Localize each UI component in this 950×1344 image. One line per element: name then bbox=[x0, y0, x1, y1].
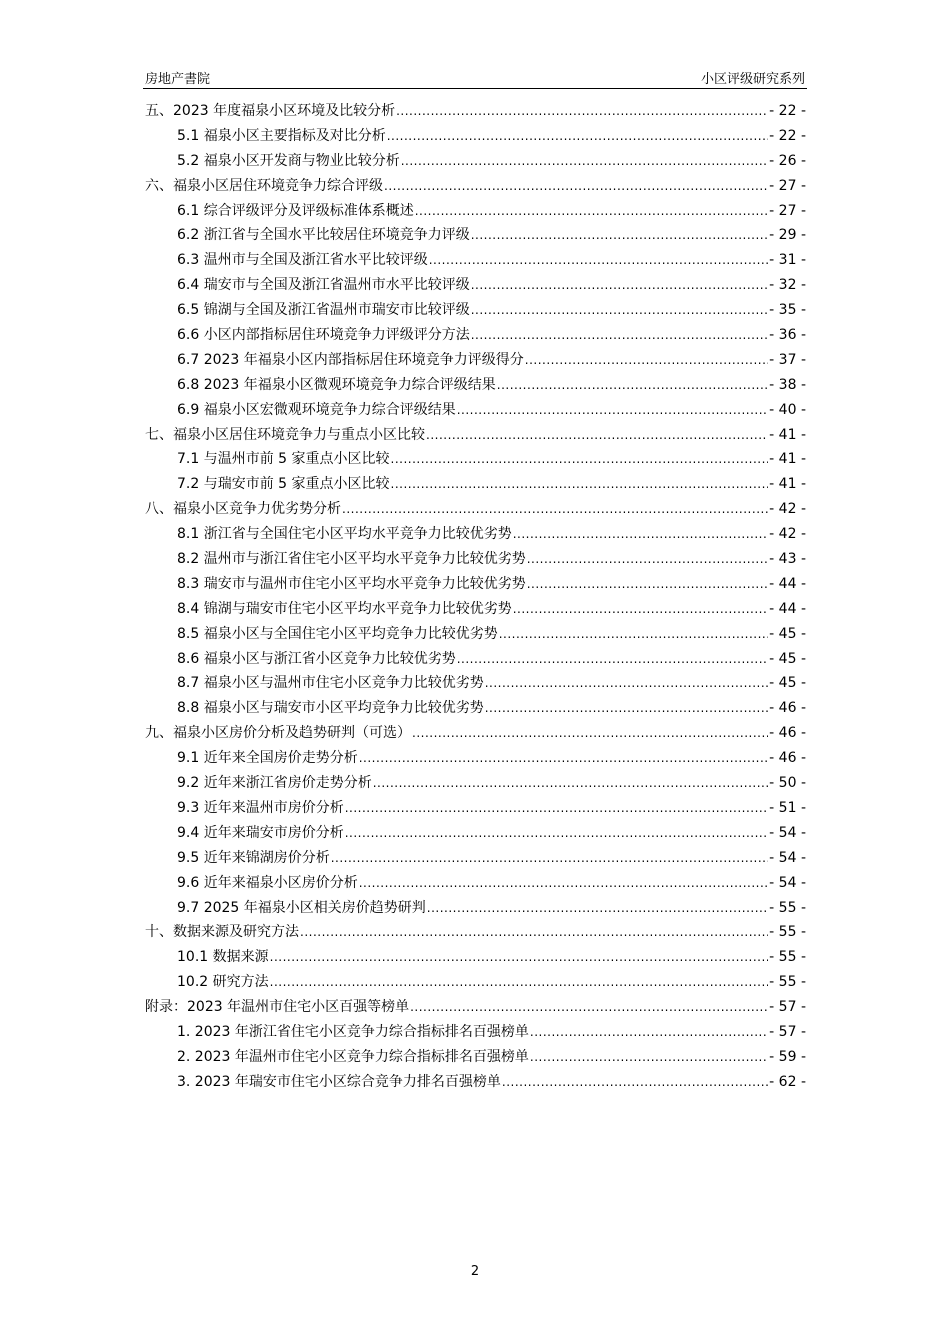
toc-section-entry[interactable] bbox=[143, 324, 806, 349]
toc-dot-leader bbox=[471, 328, 768, 342]
toc-entry-page: - 41 - bbox=[769, 451, 806, 468]
toc-dot-leader bbox=[502, 1075, 768, 1089]
toc-entry-title: 6.2 浙江省与全国水平比较居住环境竞争力评级 bbox=[177, 227, 470, 244]
toc-section-entry[interactable] bbox=[143, 125, 806, 150]
toc-entry-page: - 50 - bbox=[769, 775, 806, 792]
toc-chapter-entry[interactable] bbox=[143, 100, 806, 125]
toc-entry-page: - 57 - bbox=[769, 1023, 806, 1040]
toc-chapter-entry[interactable] bbox=[143, 498, 806, 523]
toc-entry-page: - 42 - bbox=[769, 501, 806, 518]
toc-section-entry[interactable] bbox=[143, 399, 806, 424]
toc-dot-leader bbox=[457, 652, 768, 666]
toc-dot-leader bbox=[527, 577, 768, 591]
header-publisher: 房地产書院 bbox=[145, 72, 211, 87]
toc-entry-title: 5.1 福泉小区主要指标及对比分析 bbox=[177, 127, 386, 144]
toc-dot-leader bbox=[485, 701, 768, 715]
toc-dot-leader bbox=[391, 452, 769, 466]
toc-entry-title: 6.8 2023 年福泉小区微观环境竞争力综合评级结果 bbox=[177, 376, 496, 393]
toc-section-entry[interactable] bbox=[143, 971, 806, 996]
toc-dot-leader bbox=[471, 303, 768, 317]
toc-entry-page: - 57 - bbox=[769, 999, 806, 1016]
toc-entry-page: - 54 - bbox=[769, 824, 806, 841]
toc-dot-leader bbox=[384, 179, 768, 193]
toc-dot-leader bbox=[401, 154, 768, 168]
toc-entry-title: 8.1 浙江省与全国住宅小区平均水平竞争力比较优劣势 bbox=[177, 526, 512, 543]
toc-section-entry[interactable] bbox=[143, 299, 806, 324]
toc-section-entry[interactable] bbox=[143, 672, 806, 697]
toc-entry-page: - 22 - bbox=[769, 127, 806, 144]
toc-entry-title: 10.2 研究方法 bbox=[177, 974, 269, 991]
toc-dot-leader bbox=[499, 627, 768, 641]
toc-entry-title: 5.2 福泉小区开发商与物业比较分析 bbox=[177, 152, 400, 169]
toc-entry-page: - 54 - bbox=[769, 849, 806, 866]
toc-dot-leader bbox=[396, 104, 768, 118]
toc-entry-title: 九、福泉小区房价分析及趋势研判（可选） bbox=[145, 725, 411, 742]
toc-dot-leader bbox=[359, 751, 768, 765]
toc-section-entry[interactable] bbox=[143, 249, 806, 274]
toc-entry-title: 3. 2023 年瑞安市住宅小区综合竞争力排名百强榜单 bbox=[177, 1073, 501, 1090]
toc-dot-leader bbox=[427, 901, 768, 915]
toc-dot-leader bbox=[410, 1000, 768, 1014]
toc-section-entry[interactable] bbox=[143, 349, 806, 374]
toc-section-entry[interactable] bbox=[143, 473, 806, 498]
toc-dot-leader bbox=[513, 602, 768, 616]
toc-entry-page: - 46 - bbox=[769, 725, 806, 742]
toc-dot-leader bbox=[270, 950, 769, 964]
toc-entry-page: - 35 - bbox=[769, 302, 806, 319]
toc-entry-page: - 43 - bbox=[769, 551, 806, 568]
toc-entry-title: 9.1 近年来全国房价走势分析 bbox=[177, 750, 358, 767]
toc-entry-page: - 38 - bbox=[769, 376, 806, 393]
toc-entry-title: 1. 2023 年浙江省住宅小区竞争力综合指标排名百强榜单 bbox=[177, 1023, 529, 1040]
toc-entry-title: 6.1 综合评级评分及评级标准体系概述 bbox=[177, 202, 414, 219]
toc-entry-page: - 42 - bbox=[769, 526, 806, 543]
toc-chapter-entry[interactable] bbox=[143, 175, 806, 200]
toc-entry-title: 6.9 福泉小区宏微观环境竞争力综合评级结果 bbox=[177, 401, 456, 418]
toc-dot-leader bbox=[391, 477, 769, 491]
toc-dot-leader bbox=[342, 502, 768, 516]
toc-dot-leader bbox=[457, 403, 768, 417]
toc-section-entry[interactable] bbox=[143, 648, 806, 673]
toc-entry-title: 7.1 与温州市前 5 家重点小区比较 bbox=[177, 451, 390, 468]
toc-entry-page: - 32 - bbox=[769, 277, 806, 294]
toc-entry-title: 8.6 福泉小区与浙江省小区竞争力比较优劣势 bbox=[177, 650, 456, 667]
toc-section-entry[interactable] bbox=[143, 747, 806, 772]
toc-entry-title: 8.7 福泉小区与温州市住宅小区竞争力比较优劣势 bbox=[177, 675, 484, 692]
toc-dot-leader bbox=[300, 925, 768, 939]
toc-section-entry[interactable] bbox=[143, 822, 806, 847]
toc-entry-page: - 51 - bbox=[769, 799, 806, 816]
toc-dot-leader bbox=[530, 1050, 768, 1064]
toc-entry-title: 9.4 近年来瑞安市房价分析 bbox=[177, 824, 344, 841]
toc-section-entry[interactable] bbox=[143, 872, 806, 897]
toc-section-entry[interactable] bbox=[143, 573, 806, 598]
toc-dot-leader bbox=[527, 552, 768, 566]
toc-entry-page: - 55 - bbox=[769, 949, 806, 966]
toc-dot-leader bbox=[373, 776, 768, 790]
toc-entry-title: 七、福泉小区居住环境竞争力与重点小区比较 bbox=[145, 426, 425, 443]
toc-entry-page: - 27 - bbox=[769, 177, 806, 194]
toc-section-entry[interactable] bbox=[143, 697, 806, 722]
toc-entry-page: - 22 - bbox=[769, 103, 806, 119]
toc-chapter-entry[interactable] bbox=[143, 424, 806, 449]
toc-section-entry[interactable] bbox=[143, 598, 806, 623]
toc-entry-page: - 27 - bbox=[769, 202, 806, 219]
toc-entry-title: 6.3 温州市与全国及浙江省水平比较评级 bbox=[177, 252, 428, 269]
toc-entry-page: - 44 - bbox=[769, 575, 806, 592]
toc-dot-leader bbox=[331, 851, 768, 865]
toc-dot-leader bbox=[471, 278, 768, 292]
toc-section-entry[interactable] bbox=[143, 200, 806, 225]
toc-section-entry[interactable] bbox=[143, 548, 806, 573]
toc-section-entry[interactable] bbox=[143, 374, 806, 399]
toc-dot-leader bbox=[513, 527, 768, 541]
table-of-contents bbox=[143, 100, 806, 1096]
toc-chapter-entry[interactable] bbox=[143, 996, 806, 1021]
toc-entry-title: 十、数据来源及研究方法 bbox=[145, 924, 299, 941]
toc-dot-leader bbox=[485, 676, 768, 690]
toc-entry-page: - 44 - bbox=[769, 600, 806, 617]
toc-section-entry[interactable] bbox=[143, 1071, 806, 1096]
toc-dot-leader bbox=[471, 228, 768, 242]
toc-entry-title: 6.6 小区内部指标居住环境竞争力评级评分方法 bbox=[177, 327, 470, 344]
toc-section-entry[interactable] bbox=[143, 1021, 806, 1046]
toc-entry-title: 6.5 锦湖与全国及浙江省温州市瑞安市比较评级 bbox=[177, 302, 470, 319]
toc-entry-title: 六、福泉小区居住环境竞争力综合评级 bbox=[145, 177, 383, 194]
toc-section-entry[interactable] bbox=[143, 797, 806, 822]
toc-entry-title: 9.2 近年来浙江省房价走势分析 bbox=[177, 775, 372, 792]
toc-entry-page: - 26 - bbox=[769, 152, 806, 169]
toc-entry-title: 6.7 2023 年福泉小区内部指标居住环境竞争力评级得分 bbox=[177, 351, 524, 368]
toc-entry-title: 9.6 近年来福泉小区房价分析 bbox=[177, 874, 358, 891]
toc-entry-title: 8.4 锦湖与瑞安市住宅小区平均水平竞争力比较优劣势 bbox=[177, 600, 512, 617]
toc-entry-page: - 62 - bbox=[769, 1073, 806, 1090]
toc-section-entry[interactable] bbox=[143, 224, 806, 249]
toc-dot-leader bbox=[530, 1025, 768, 1039]
toc-entry-title: 附录：2023 年温州市住宅小区百强等榜单 bbox=[145, 999, 410, 1016]
toc-entry-title: 8.8 福泉小区与瑞安市小区平均竞争力比较优劣势 bbox=[177, 700, 484, 717]
toc-entry-page: - 40 - bbox=[769, 401, 806, 418]
toc-entry-page: - 59 - bbox=[769, 1048, 806, 1065]
toc-entry-page: - 45 - bbox=[769, 650, 806, 667]
toc-section-entry[interactable] bbox=[143, 897, 806, 922]
toc-entry-page: - 54 - bbox=[769, 874, 806, 891]
toc-dot-leader bbox=[415, 204, 768, 218]
toc-entry-page: - 45 - bbox=[769, 675, 806, 692]
toc-entry-title: 8.3 瑞安市与温州市住宅小区平均水平竞争力比较优劣势 bbox=[177, 575, 526, 592]
toc-entry-page: - 37 - bbox=[769, 351, 806, 368]
toc-dot-leader bbox=[359, 876, 768, 890]
toc-section-entry[interactable] bbox=[143, 847, 806, 872]
page-header bbox=[143, 66, 807, 89]
toc-entry-title: 9.3 近年来温州市房价分析 bbox=[177, 799, 344, 816]
toc-section-entry[interactable] bbox=[143, 1046, 806, 1071]
toc-section-entry[interactable] bbox=[143, 448, 806, 473]
toc-dot-leader bbox=[270, 975, 769, 989]
toc-entry-page: - 41 - bbox=[769, 426, 806, 443]
toc-dot-leader bbox=[345, 801, 768, 815]
toc-entry-page: - 55 - bbox=[769, 924, 806, 941]
toc-entry-page: - 55 - bbox=[769, 974, 806, 991]
toc-entry-title: 9.7 2025 年福泉小区相关房价趋势研判 bbox=[177, 899, 426, 916]
toc-dot-leader bbox=[412, 726, 768, 740]
toc-section-entry[interactable] bbox=[143, 523, 806, 548]
toc-entry-page: - 55 - bbox=[769, 899, 806, 916]
toc-dot-leader bbox=[426, 428, 768, 442]
toc-dot-leader bbox=[429, 253, 768, 267]
toc-section-entry[interactable] bbox=[143, 274, 806, 299]
toc-dot-leader bbox=[387, 129, 768, 143]
toc-section-entry[interactable] bbox=[143, 946, 806, 971]
toc-entry-page: - 45 - bbox=[769, 625, 806, 642]
toc-dot-leader bbox=[497, 378, 768, 392]
toc-entry-page: - 46 - bbox=[769, 700, 806, 717]
toc-entry-title: 八、福泉小区竞争力优劣势分析 bbox=[145, 501, 341, 518]
toc-entry-title: 9.5 近年来锦湖房价分析 bbox=[177, 849, 330, 866]
toc-entry-page: - 36 - bbox=[769, 327, 806, 344]
toc-entry-page: - 41 - bbox=[769, 476, 806, 493]
toc-entry-page: - 29 - bbox=[769, 227, 806, 244]
page-number: 2 bbox=[470, 1264, 480, 1279]
toc-entry-title: 10.1 数据来源 bbox=[177, 949, 269, 966]
toc-entry-title: 8.2 温州市与浙江省住宅小区平均水平竞争力比较优劣势 bbox=[177, 551, 526, 568]
toc-entry-title: 7.2 与瑞安市前 5 家重点小区比较 bbox=[177, 476, 390, 493]
toc-entry-page: - 31 - bbox=[769, 252, 806, 269]
toc-entry-title: 2. 2023 年温州市住宅小区竞争力综合指标排名百强榜单 bbox=[177, 1048, 529, 1065]
toc-entry-page: - 46 - bbox=[769, 750, 806, 767]
toc-entry-title: 五、2023 年度福泉小区环境及比较分析 bbox=[145, 103, 396, 119]
toc-section-entry[interactable] bbox=[143, 150, 806, 175]
toc-entry-title: 6.4 瑞安市与全国及浙江省温州市水平比较评级 bbox=[177, 277, 470, 294]
toc-dot-leader bbox=[345, 826, 768, 840]
toc-entry-title: 8.5 福泉小区与全国住宅小区平均竞争力比较优劣势 bbox=[177, 625, 498, 642]
toc-chapter-entry[interactable] bbox=[143, 722, 806, 747]
toc-chapter-entry[interactable] bbox=[143, 921, 806, 946]
toc-dot-leader bbox=[525, 353, 768, 367]
toc-section-entry[interactable] bbox=[143, 772, 806, 797]
toc-section-entry[interactable] bbox=[143, 623, 806, 648]
header-series: 小区评级研究系列 bbox=[700, 72, 805, 87]
